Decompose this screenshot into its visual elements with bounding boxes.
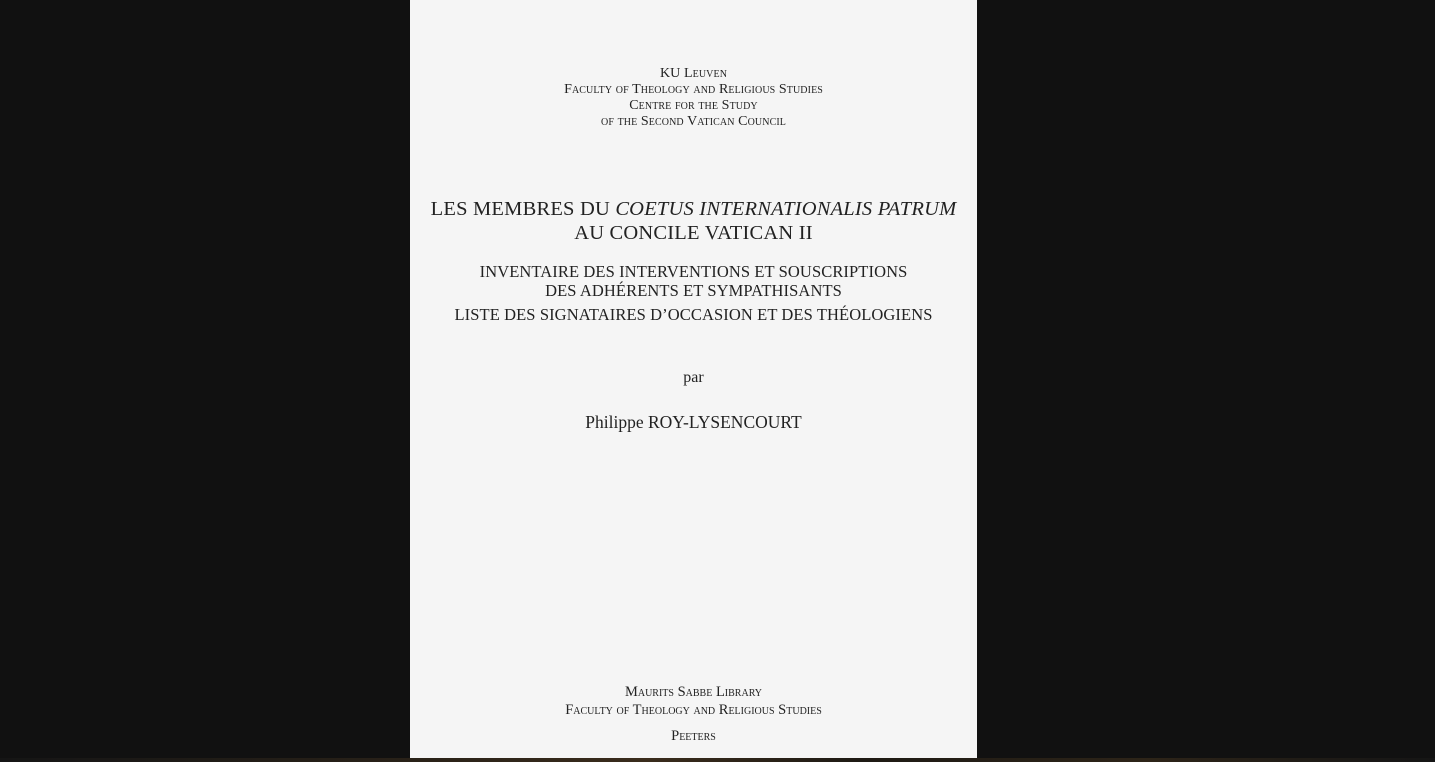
- subtitle-line2: DES ADHÉRENTS ET SYMPATHISANTS: [545, 281, 842, 300]
- subtitle-line3: LISTE DES SIGNATAIRES D’OCCASION ET DES THÉOLOGIENS: [454, 305, 933, 324]
- book-title-italic: COETUS INTERNATIONALIS PATRUM: [615, 198, 957, 220]
- institution-faculty: Faculty of Theology and Religious Studies: [564, 82, 823, 97]
- byline-par: par: [683, 369, 704, 386]
- bottom-edge-strip: [0, 758, 1435, 762]
- institution-name: KU Leuven: [659, 66, 728, 81]
- publisher-faculty: Faculty of Theology and Religious Studies: [565, 702, 822, 718]
- book-title-line1: [410, 198, 977, 221]
- book-title-prefix: LES MEMBRES DU: [430, 198, 616, 220]
- subtitle-line1: INVENTAIRE DES INTERVENTIONS ET SOUSCRIPTIONS: [479, 262, 908, 281]
- publisher-name: Peeters: [671, 728, 716, 744]
- author-name: Philippe ROY-LYSENCOURT: [585, 412, 802, 432]
- book-title-line2: AU CONCILE VATICAN II: [574, 222, 813, 244]
- document-page: [410, 0, 977, 760]
- institution-centre-cont: of the Second Vatican Council: [601, 114, 786, 129]
- publisher-library: Maurits Sabbe Library: [624, 684, 763, 700]
- institution-centre: Centre for the Study: [629, 98, 758, 113]
